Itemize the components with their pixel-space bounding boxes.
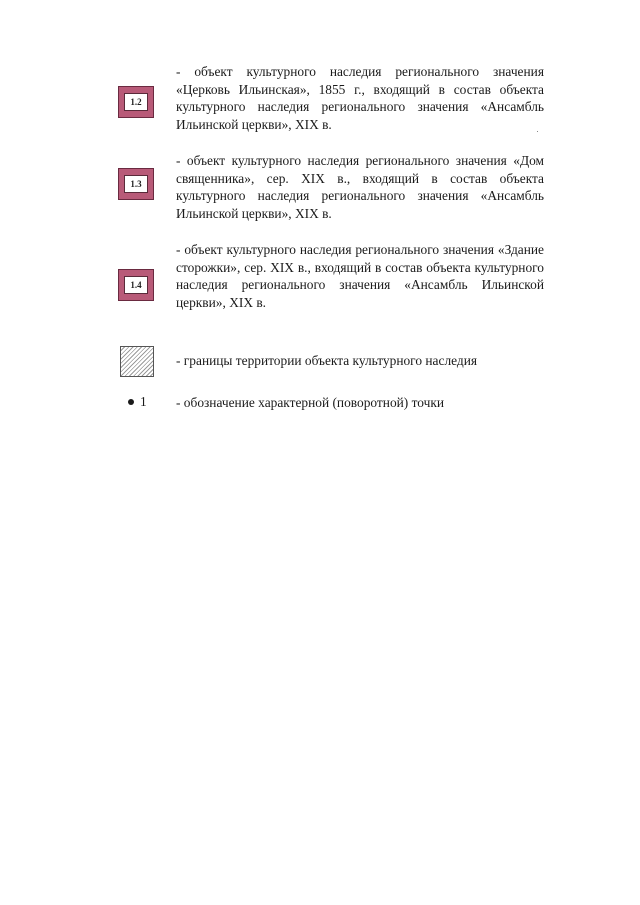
hatched-area-symbol — [120, 346, 154, 377]
scan-speck — [537, 131, 538, 132]
legend-item-text: - объект культурного наследия регионального значения «Здание сторожки», сер. XIX в., входящий в состав объекта культурного наследия регионального значения «Ансамбль Ильинской церкви», XIX в. — [176, 242, 544, 310]
legend-item-text: - обозначение характерной (поворотной) точки — [176, 395, 445, 410]
point-symbol — [128, 394, 147, 410]
heritage-object-symbol — [118, 86, 154, 118]
heritage-object-symbol — [118, 269, 154, 301]
legend-item-text: - границы территории объекта культурного наследия — [176, 353, 478, 368]
symbol-code: 1.2 — [124, 93, 148, 111]
point-dot-icon — [128, 399, 134, 405]
symbol-code: 1.3 — [124, 175, 148, 193]
heritage-object-symbol — [118, 168, 154, 200]
symbol-code: 1.4 — [124, 276, 148, 294]
point-label: 1 — [140, 394, 147, 409]
legend-item-text: - объект культурного наследия регионального значения «Дом священника», сер. XIX в., входящий в состав объекта культурного наследия регионального значения «Ансамбль Ильинской церкви», XIX в. — [176, 153, 544, 221]
legend-item-text: - объект культурного наследия регионального значения «Церковь Ильинская», 1855 г., входящий в состав объекта культурного наследия регионального значения «Ансамбль Ильинской церкви», XIX в. — [176, 64, 544, 132]
